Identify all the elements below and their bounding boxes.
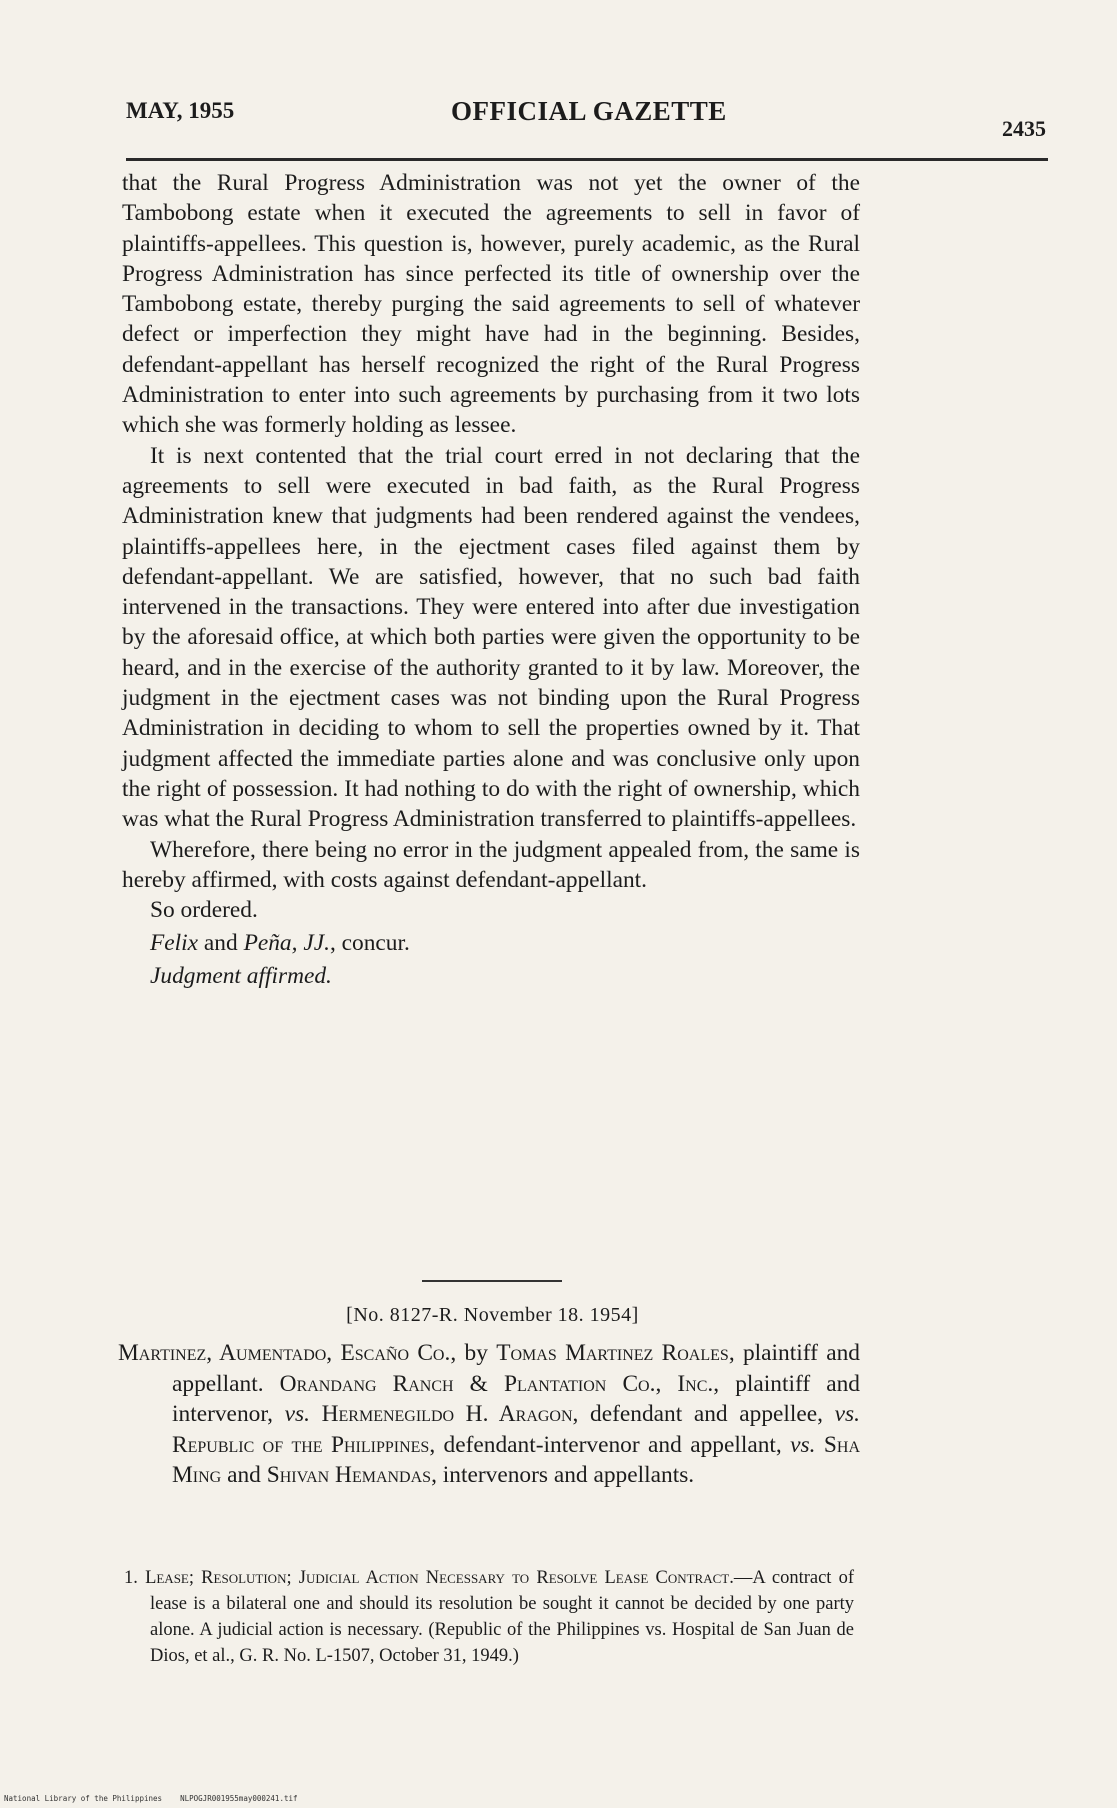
party-4: Hermenegildo H. Aragon (321, 1401, 573, 1427)
page-number: 2435 (1002, 116, 1046, 141)
paragraph-2: It is next contented that the trial court erred in not declaring that the agreements to sell were executed in bad faith, as the Rural Progress Administration knew that judgments had been rendered against the vendees, plaintiffs-appellees here, in the ejectment cases filed against them by defendant-appellant. We are satisfied, however, that no such bad faith intervened in the transactions. They were entered into after due investigation by the aforesaid office, at which both parties were given the opportunity to be heard, and in the exercise of the authority granted to it by law. Moreover, the judgment in the ejectment cases was not binding upon the Rural Progress Administration in deciding to whom to sell the properties owned by it. That judgment affected the immediate parties alone and was conclusive only upon the right of possession. It had nothing to do with the right of ownership, which was what the Rural Progress Administration transferred to plaintiffs-appellees. (122, 442, 860, 833)
scan-footer: National Library of the Philippines NLPOGJR001955may000241.tif (4, 1794, 298, 1803)
concurrence-and: and (203, 930, 238, 957)
disposition: Judgment affirmed. (150, 963, 332, 990)
case-parties (118, 1338, 860, 1491)
header-title: OFFICIAL GAZETTE (451, 96, 727, 126)
paragraph-3: Wherefore, there being no error in the judgment appealed from, the same is hereby affirmed, with costs against defendant-appellant. (122, 836, 860, 893)
decision-text (122, 168, 860, 992)
party-5: Republic of the Philippines (172, 1431, 430, 1458)
paragraph-1: that the Rural Progress Administration was not yet the owner of the Tambobong estate when it executed the agreements to sell in favor of plaintiffs-appellees. This question is, however, purely academic, as the Rural Progress Administration has since perfected its title of ownership over the Tambobong estate, thereby purging the said agreements to sell of whatever defect or imperfection they might have had in the beginning. Besides, defendant-appellant has herself recognized the right of the Rural Progress Administration to enter into such agreements by purchasing from it two lots which she was formerly holding as lessee. (122, 170, 860, 439)
header-rule (126, 158, 1048, 161)
party-1: Martinez, Aumentado, Escaño Co. (118, 1340, 451, 1366)
party-text-6: and (221, 1462, 267, 1488)
justice-name-2: Peña, JJ. (243, 930, 330, 957)
party-text-1: , by (450, 1340, 497, 1366)
party-text-4: , defendant and appellee, (572, 1401, 835, 1427)
party-text-3: , plaintiff and intervenor, (172, 1370, 860, 1427)
party-3: Orandang Ranch & Plantation Co., Inc. (279, 1370, 714, 1397)
syllabus-heading: Lease; Resolution; Judicial Action Necessary to Resolve Lease Contract. (145, 1568, 734, 1588)
party-text-5: , defendant-intervenor and appellant, (429, 1431, 791, 1458)
syllabus-item (124, 1565, 854, 1669)
party-text-2: , plaintiff and appellant. (172, 1340, 860, 1397)
versus-1: vs. (284, 1401, 310, 1427)
section-separator (422, 1280, 562, 1282)
paragraph-4: So ordered. (150, 897, 258, 924)
party-7: Shivan Hemandas (266, 1462, 432, 1488)
versus-3: vs. (790, 1431, 816, 1458)
party-2: Tomas Martinez Roales (496, 1340, 729, 1366)
syllabus-text: —A contract of lease is a bilateral one and should its resolution be sought it cannot be decided by one party alone. A judicial action is necessary. (Republic of the Philippines vs. Hospital de San Juan de Dios, et al., G. R. No. L-1507, October 31, 1949.) (150, 1568, 855, 1666)
justice-name-1: Felix (150, 930, 199, 957)
party-6: Sha Ming (172, 1431, 861, 1488)
concurrence-line (122, 925, 860, 961)
concurrence-concur: , concur. (329, 930, 410, 957)
page-header (126, 96, 1046, 141)
header-date: MAY, 1955 (126, 98, 235, 123)
syllabus-number: 1. (124, 1568, 138, 1588)
party-text-7: , intervenors and appellants. (431, 1462, 695, 1488)
versus-2: vs. (834, 1401, 860, 1427)
case-number: [No. 8127-R. November 18. 1954] (346, 1304, 639, 1326)
